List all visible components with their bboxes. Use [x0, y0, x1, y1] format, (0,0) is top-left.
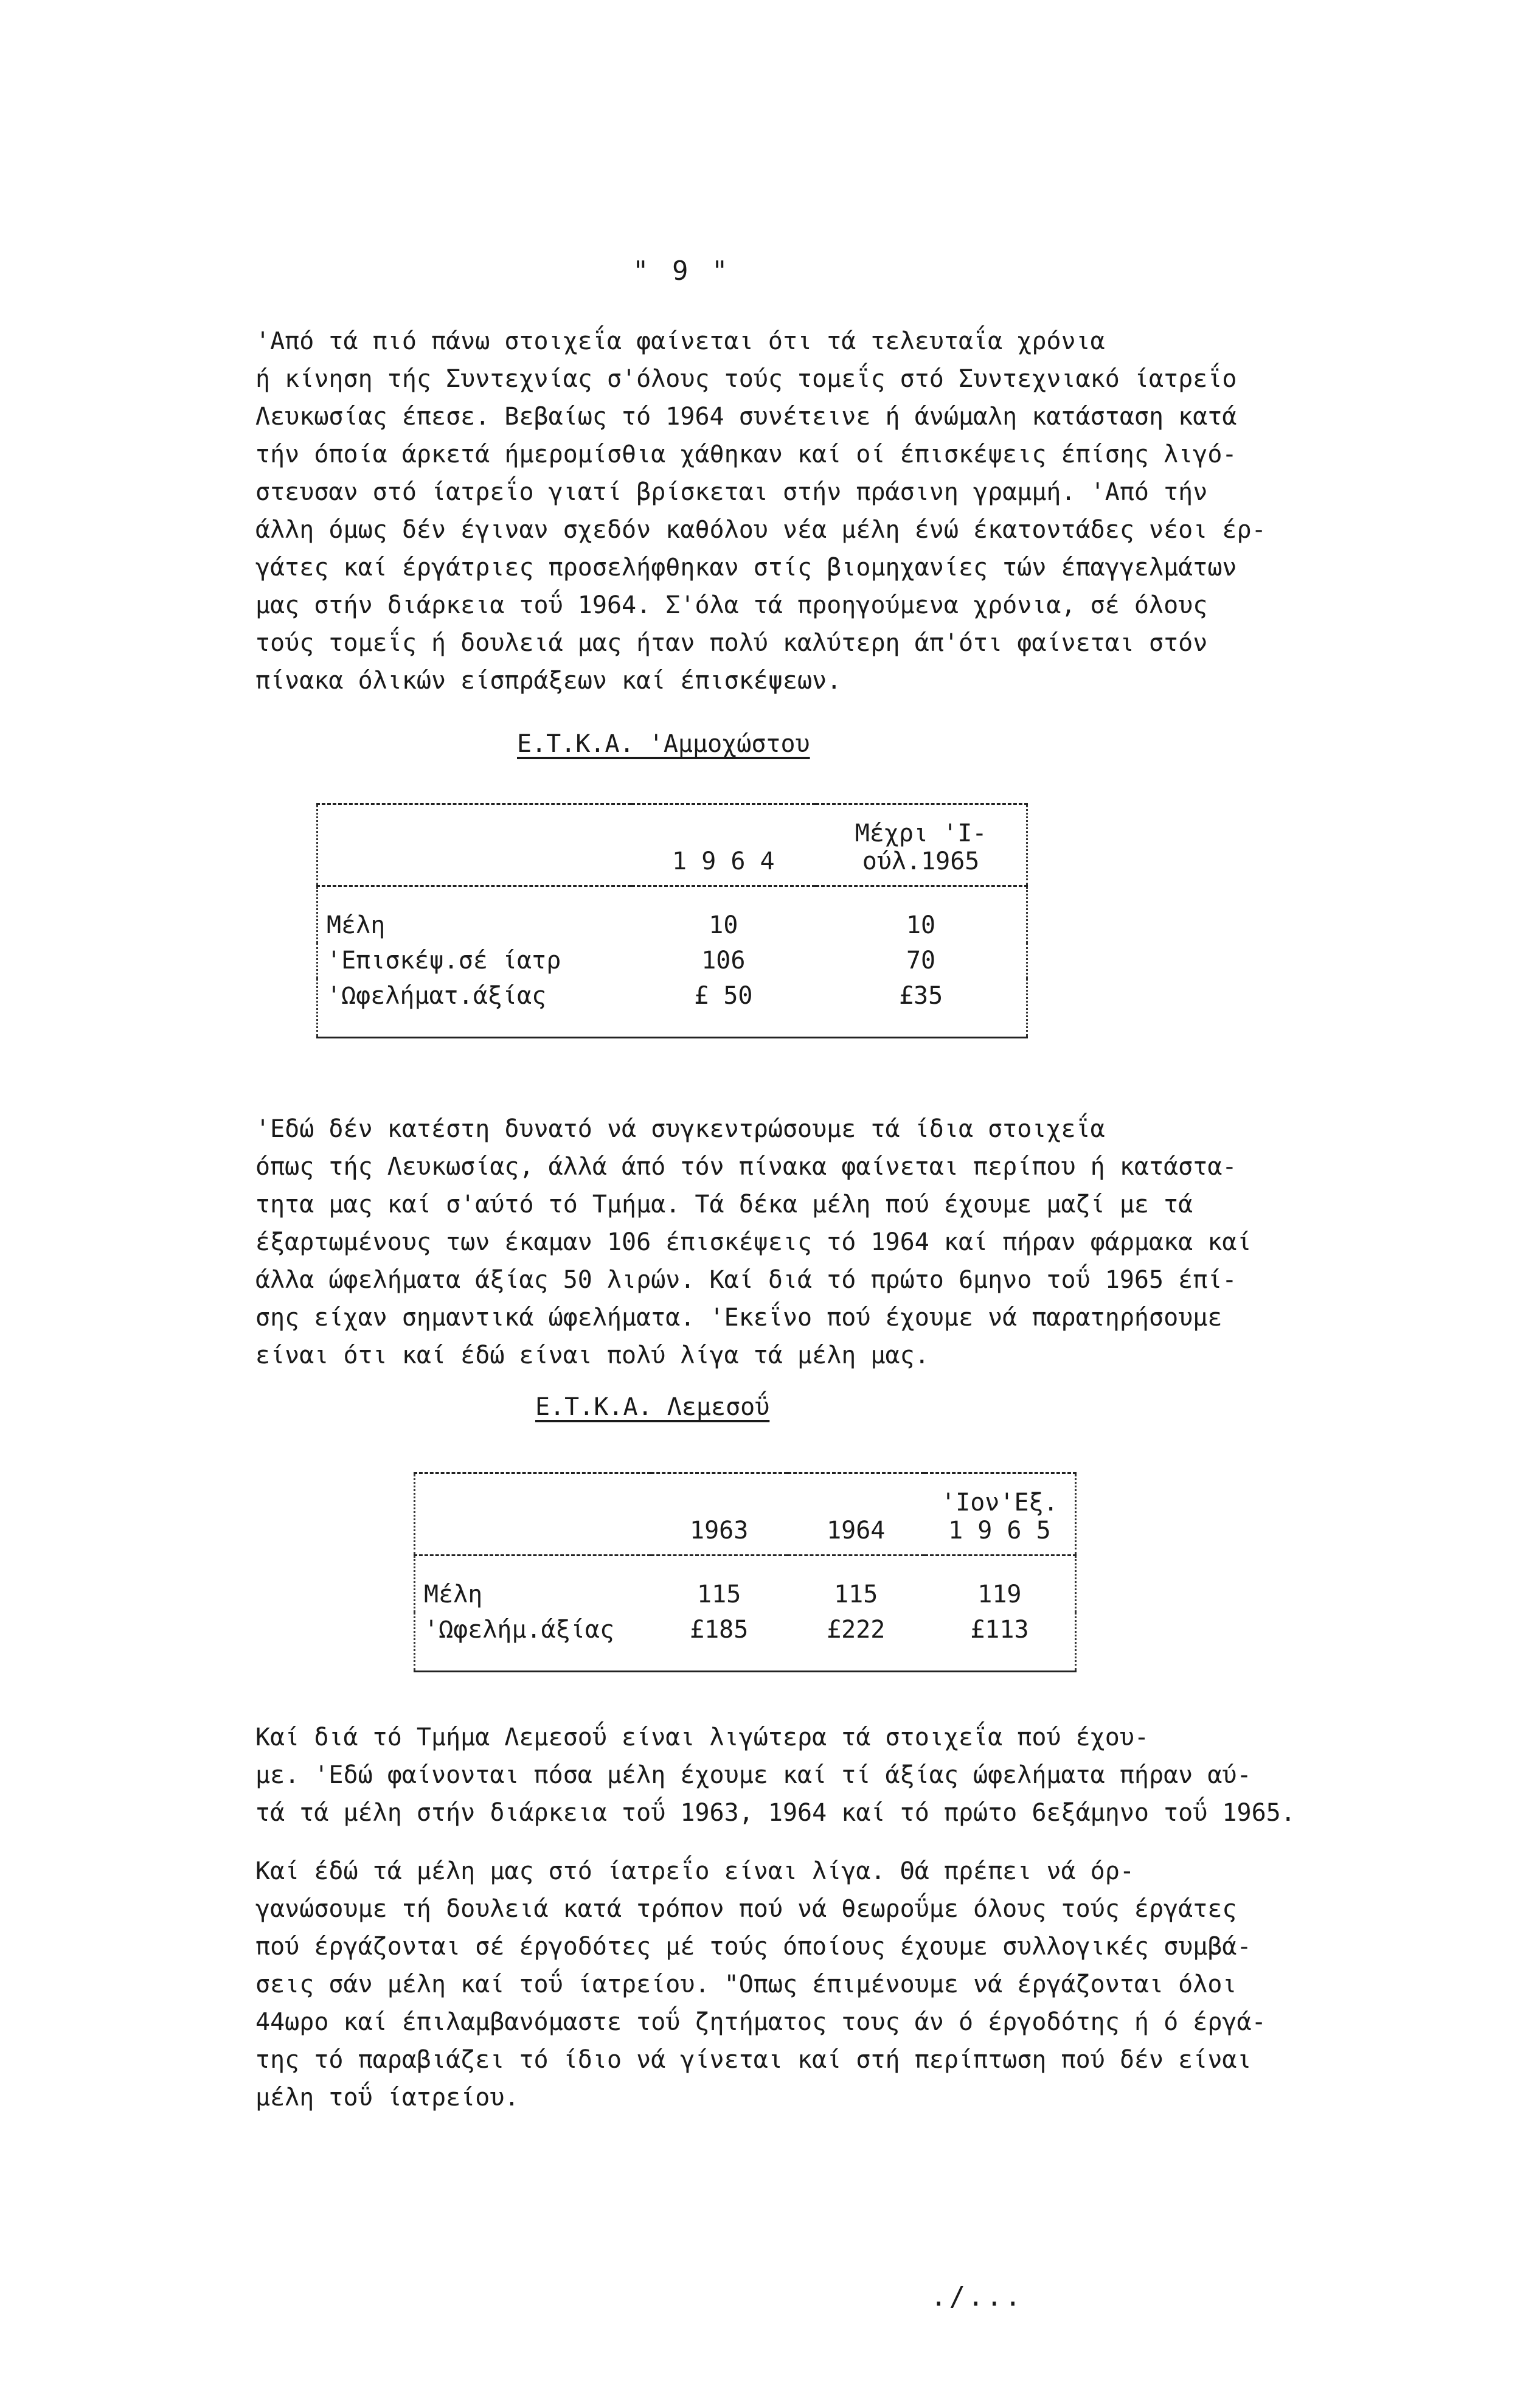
- paragraph-intro: 'Από τά πιό πάνω στοιχεΐα φαίνεται ότι τά τελευταΐα χρόνια ή κίνηση τής Συντεχνίας σ'όλους τούς τομεΐς στό Συντεχνιακό ίατρεΐο Λευκωσίας έπεσε. Βεβαίως τό 1964 συνέτεινε ή άνώμαλη κατάσταση κατά τήν όποία άρκετά ήμερομίσθια χάθηκαν καί οί έπισκέψεις έπίσης λιγό- στευσαν στό ίατρεΐο γιατί βρίσκεται στήν πράσινη γραμμή. 'Από τήν άλλη όμως δέν έγιναν σχεδόν καθόλου νέα μέλη ένώ έκατοντάδες νέοι έρ- γάτες καί έργάτριες προσελήφθηκαν στίς βιομηχανίες τών έπαγγελμάτων μας στήν διάρκεια τοΰ 1964. Σ'όλα τά προηγούμενα χρόνια, σέ όλους τούς τομεΐς ή δουλειά μας ήταν πολύ καλύτερη άπ'ότι φαίνεται στόν πίνακα όλικών είσπράξεων καί έπισκέψεων.: [255, 327, 1266, 695]
- cell-1965: £113: [924, 1612, 1076, 1672]
- row-label: 'Ωφελήματ.άξίας: [317, 978, 631, 1038]
- row-label: Μέλη: [327, 911, 386, 939]
- header-cell: [415, 1473, 651, 1556]
- cell-1965: 10: [906, 911, 936, 939]
- row-label: 'Επισκέψ.σέ ίατρ: [327, 947, 561, 975]
- cell-1965: 70: [906, 947, 936, 975]
- table-row: [317, 978, 1027, 1038]
- header-cell: 1 9 6 4: [631, 804, 816, 886]
- cell-1963: £185: [651, 1612, 788, 1672]
- header-cell: 1963: [651, 1473, 788, 1556]
- header-cell: 1964: [788, 1473, 924, 1556]
- table-header-row: [317, 804, 1027, 886]
- paragraph-limassol: Καί διά τό Τμήμα Λεμεσοΰ είναι λιγώτερα τά στοιχεΐα πού έχου- με. 'Εδώ φαίνονται πόσα μέλη έχουμε καί τί άξίας ώφελήματα πήραν αύ- τά τά μέλη στήν διάρκεια τοΰ 1963, 1964 καί τό πρώτο 6εξάμηνο τοΰ 1965.: [255, 1723, 1295, 1827]
- cell-1965: 119: [977, 1580, 1022, 1608]
- table-title-limassol: Ε.Τ.Κ.Α. Λεμεσοΰ: [535, 1393, 770, 1421]
- table-header-row: [415, 1473, 1076, 1556]
- row-label: 'Ωφελήμ.άξίας: [415, 1612, 651, 1672]
- table-row: [415, 1556, 1076, 1613]
- cell-1964: £222: [788, 1612, 924, 1672]
- cell-1964: 106: [701, 947, 746, 975]
- table-famagusta: [316, 803, 1028, 1038]
- paragraph-famagusta: 'Εδώ δέν κατέστη δυνατό νά συγκεντρώσουμε τά ίδια στοιχεΐα όπως τής Λευκωσίας, άλλά άπό τόν πίνακα φαίνεται περίπου ή κατάστα- τητα μας καί σ'αύτό τό Τμήμα. Τά δέκα μέλη πού έχουμε μαζί με τά έξαρτωμένους των έκαμαν 106 έπισκέψεις τό 1964 καί πήραν φάρμακα καί άλλα ώφελήματα άξίας 50 λιρών. Καί διά τό πρώτο 6μηνο τοΰ 1965 έπί- σης είχαν σημαντικά ώφελήματα. 'Εκεΐνο πού έχουμε νά παρατηρήσουμε είναι ότι καί έδώ είναι πολύ λίγα τά μέλη μας.: [255, 1115, 1252, 1369]
- page-number: " 9 ": [633, 256, 732, 287]
- paragraph-organization: Καί έδώ τά μέλη μας στό ίατρεΐο είναι λίγα. Θά πρέπει νά όρ- γανώσουμε τή δουλειά κατά τρόπον πού νά θεωροΰμε όλους τούς έργάτες πού έργάζονται σέ έργοδότες μέ τούς όποίους έχουμε συλλογικές συμβά- σεις σάν μέλη καί τοΰ ίατρείου. "Οπως έπιμένουμε νά έργάζονται όλοι 44ωρο καί έπιλαμβανόμαστε τοΰ ζητήματος τους άν ό έργοδότης ή ό έργά- της τό παραβιάζει τό ίδιο νά γίνεται καί στή περίπτωση πού δέν είναι μέλη τοΰ ίατρείου.: [255, 1857, 1266, 2112]
- row-label: Μέλη: [424, 1580, 483, 1608]
- header-cell: 'Ιον'Εξ. 1 9 6 5: [924, 1473, 1076, 1556]
- continuation-mark: ./...: [931, 2281, 1024, 2312]
- cell-1964: 10: [709, 911, 738, 939]
- table-limassol: [414, 1472, 1077, 1672]
- cell-1965: £35: [816, 978, 1027, 1038]
- cell-1964: £ 50: [631, 978, 816, 1038]
- table-title-famagusta: Ε.Τ.Κ.Α. 'Αμμοχώστου: [517, 730, 810, 758]
- cell-1963: 115: [697, 1580, 741, 1608]
- cell-1964: 115: [834, 1580, 878, 1608]
- header-cell: [317, 804, 631, 886]
- header-cell: Μέχρι 'Ι-ούλ.1965: [816, 804, 1027, 886]
- table-row: [415, 1612, 1076, 1672]
- table-row: [317, 886, 1027, 944]
- table-row: [317, 943, 1027, 978]
